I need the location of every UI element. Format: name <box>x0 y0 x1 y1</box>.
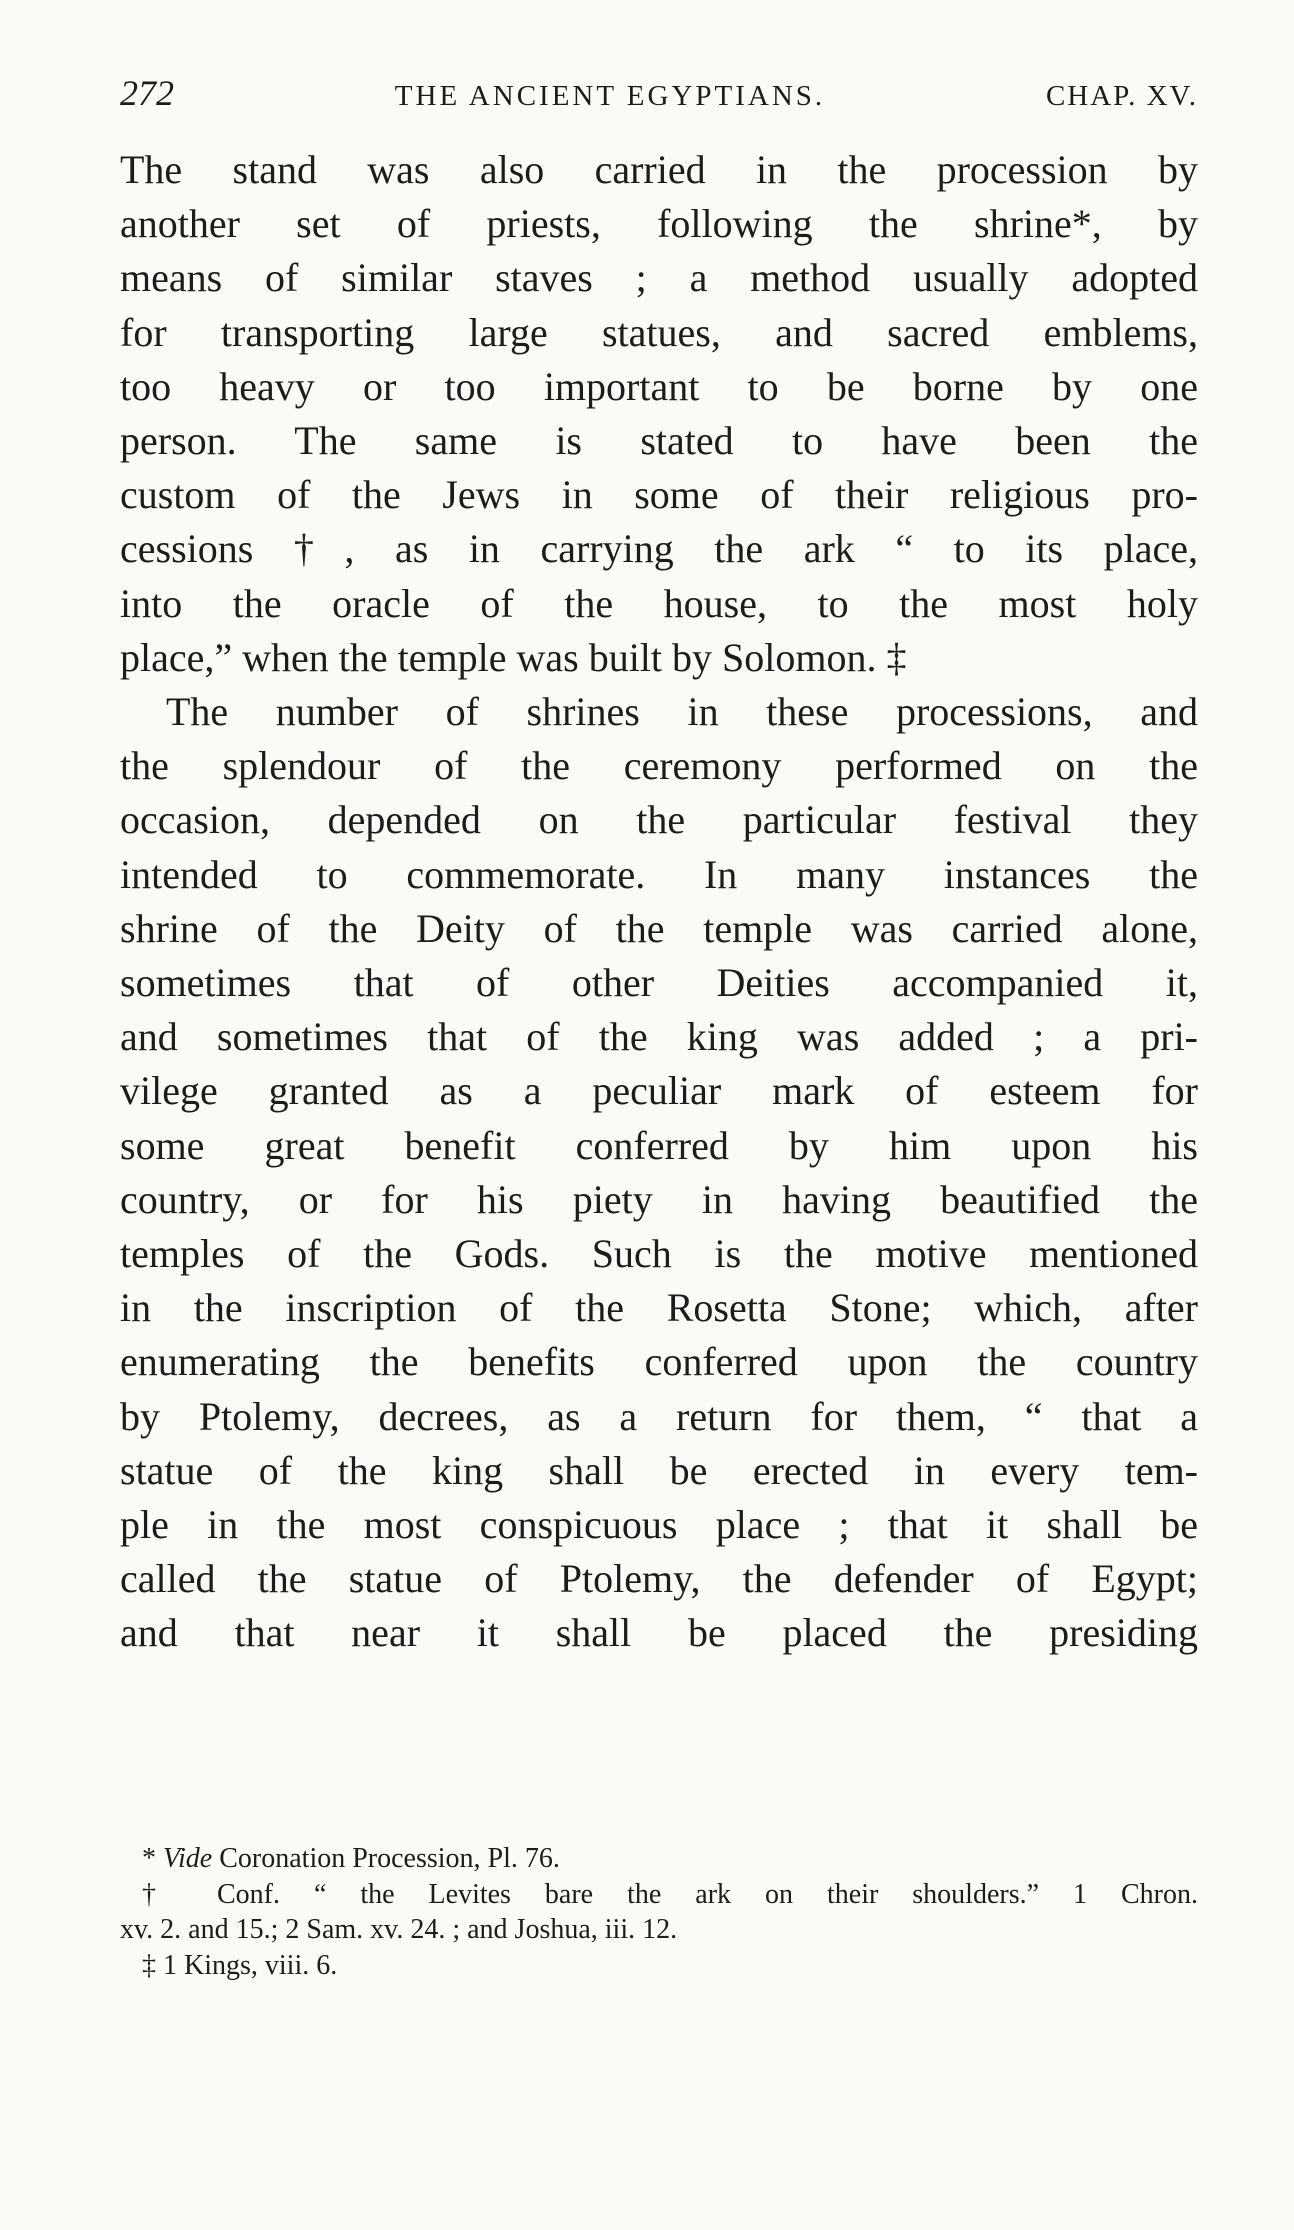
text-line: the splendour of the ceremony performed on the <box>120 743 1198 789</box>
text-line: occasion, depended on the particular festival they <box>120 797 1198 843</box>
page-number: 272 <box>120 73 174 113</box>
text-line: by Ptolemy, decrees, as a return for them, “ that a <box>120 1393 1198 1439</box>
footnote-3: ‡ 1 Kings, viii. 6. <box>142 1949 338 1981</box>
text-line: some great benefit conferred by him upon his <box>120 1122 1198 1168</box>
text-line: sometimes that of other Deities accompanied it, <box>120 960 1198 1006</box>
text-line: another set of priests, following the shrine*, by <box>120 201 1198 247</box>
footnote-1 <box>120 1841 1198 1877</box>
text-line: intended to commemorate. In many instances the <box>120 851 1198 897</box>
text-line: statue of the king shall be erected in every tem- <box>120 1447 1198 1493</box>
text-line: ple in the most conspicuous place ; that it shall be <box>120 1502 1198 1548</box>
text-line: vilege granted as a peculiar mark of esteem for <box>120 1068 1198 1114</box>
text-line: too heavy or too important to be borne by one <box>120 363 1198 409</box>
text-line: country, or for his piety in having beautified the <box>120 1176 1198 1222</box>
text-line: called the statue of Ptolemy, the defender of Egypt; <box>120 1556 1198 1602</box>
footnote-italic: Vide <box>163 1843 213 1874</box>
text-line: and that near it shall be placed the presiding <box>120 1610 1198 1656</box>
text-line: temples of the Gods. Such is the motive mentioned <box>120 1231 1198 1277</box>
text-line: The number of shrines in these processions, and <box>166 689 1198 735</box>
footnote-marker: * <box>142 1843 156 1874</box>
running-title: THE ANCIENT EGYPTIANS. <box>394 80 826 112</box>
text-line: place,” when the temple was built by Solomon. ‡ <box>120 634 907 680</box>
text-line: and sometimes that of the king was added ; a pri- <box>120 1014 1198 1060</box>
text-line: enumerating the benefits conferred upon the country <box>120 1339 1198 1385</box>
footnote-2-line-1: † Conf. “ the Levites bare the ark on their shoulders.” 1 Chron. <box>142 1878 1198 1910</box>
text-line: into the oracle of the house, to the most holy <box>120 580 1198 626</box>
text-line: The stand was also carried in the procession by <box>120 147 1198 192</box>
text-line: cessions †, as in carrying the ark “ to its place, <box>120 526 1198 572</box>
text-line: shrine of the Deity of the temple was carried alone, <box>120 905 1198 951</box>
footnote-2-line-2: xv. 2. and 15.; 2 Sam. xv. 24. ; and Joshua, iii. 12. <box>120 1914 678 1945</box>
body-text <box>120 143 1198 1661</box>
chapter-label: CHAP. XV. <box>1045 80 1198 112</box>
running-head <box>120 72 1198 122</box>
footnotes <box>120 1841 1198 1983</box>
text-line: means of similar staves ; a method usually adopted <box>120 255 1198 301</box>
footnote-text: Coronation Procession, Pl. 76. <box>219 1843 560 1874</box>
text-line: for transporting large statues, and sacred emblems, <box>120 309 1198 355</box>
text-line: in the inscription of the Rosetta Stone; which, after <box>120 1285 1198 1331</box>
text-line: person. The same is stated to have been the <box>120 418 1198 464</box>
text-line: custom of the Jews in some of their religious pro- <box>120 472 1198 518</box>
